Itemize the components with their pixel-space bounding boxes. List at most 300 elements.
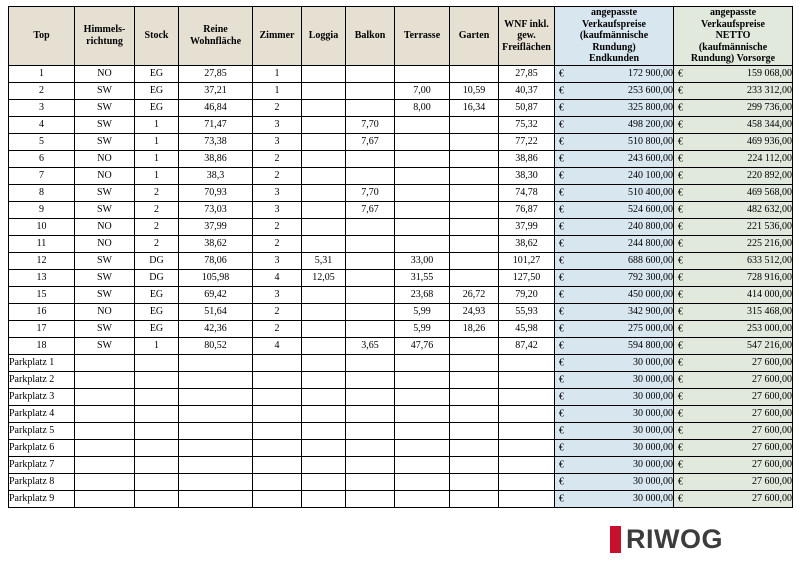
cell-zimmer: 3 [253,286,302,303]
table-row-parkplatz [9,422,793,439]
cell-verkaufspreis-netto [674,371,793,388]
table-row [9,286,793,303]
cell-empty [395,490,450,507]
cell-terrasse [395,201,450,218]
cell-garten [450,133,499,150]
cell-verkaufspreis-netto [674,82,793,99]
column-header-wohnflaeche-line2: Wohnfläche [189,35,242,47]
cell-verkaufspreis-endkunden-value: 450 000,00 [628,289,673,300]
column-header-brutto-line5: Endkunden [588,53,640,64]
cell-balkon: 3,65 [346,337,395,354]
cell-loggia [302,320,346,337]
currency-symbol: € [678,68,683,79]
cell-stock: EG [135,286,179,303]
cell-parkplatz-name: Parkplatz 4 [9,405,75,422]
cell-garten [450,150,499,167]
currency-symbol: € [678,459,683,470]
cell-empty [75,490,135,507]
cell-terrasse [395,116,450,133]
currency-symbol: € [559,68,564,79]
currency-symbol: € [559,272,564,283]
currency-symbol: € [559,136,564,147]
cell-verkaufspreis-netto [674,354,793,371]
cell-verkaufspreis-netto [674,269,793,286]
table-body [9,65,793,507]
table-row-parkplatz [9,490,793,507]
cell-terrasse [395,150,450,167]
cell-verkaufspreis-endkunden-value: 498 200,00 [628,119,673,130]
cell-himmelsrichtung: SW [75,252,135,269]
cell-empty [395,405,450,422]
cell-garten: 24,93 [450,303,499,320]
table-row [9,337,793,354]
cell-verkaufspreis-netto-value: 220 892,00 [747,170,792,181]
cell-empty [135,354,179,371]
cell-verkaufspreis-endkunden [555,354,674,371]
cell-empty [179,388,253,405]
cell-stock: EG [135,82,179,99]
cell-terrasse: 8,00 [395,99,450,116]
logo-bar-icon [610,526,621,553]
cell-stock: EG [135,99,179,116]
cell-verkaufspreis-netto [674,252,793,269]
currency-symbol: € [559,255,564,266]
cell-loggia [302,201,346,218]
cell-loggia [302,303,346,320]
cell-zimmer: 2 [253,167,302,184]
currency-symbol: € [559,187,564,198]
cell-verkaufspreis-endkunden-value: 325 800,00 [628,102,673,113]
cell-wnf: 55,93 [499,303,555,320]
cell-wohnflaeche: 38,86 [179,150,253,167]
cell-empty [75,371,135,388]
table-row [9,167,793,184]
cell-terrasse: 47,76 [395,337,450,354]
cell-empty [253,473,302,490]
cell-wnf: 27,85 [499,65,555,82]
cell-terrasse: 5,99 [395,320,450,337]
cell-empty [499,439,555,456]
cell-wohnflaeche: 73,38 [179,133,253,150]
cell-zimmer: 3 [253,133,302,150]
currency-symbol: € [559,408,564,419]
cell-verkaufspreis-endkunden [555,150,674,167]
column-header-brutto-line1: angepasste [590,7,638,18]
cell-parkplatz-name: Parkplatz 5 [9,422,75,439]
cell-empty [302,473,346,490]
currency-symbol: € [678,306,683,317]
cell-empty [395,456,450,473]
currency-symbol: € [678,255,683,266]
cell-stock: EG [135,303,179,320]
cell-verkaufspreis-endkunden-value: 510 400,00 [628,187,673,198]
price-list-sheet [8,6,792,508]
currency-symbol: € [678,442,683,453]
cell-verkaufspreis-netto-value: 414 000,00 [747,289,792,300]
cell-wnf: 40,37 [499,82,555,99]
cell-zimmer: 2 [253,235,302,252]
cell-zimmer: 1 [253,65,302,82]
column-header-stock-line1: Stock [144,30,169,41]
column-header-wnf-line1: WNF inkl. [504,18,549,30]
cell-empty [346,490,395,507]
cell-wohnflaeche: 37,21 [179,82,253,99]
cell-verkaufspreis-endkunden [555,184,674,201]
cell-verkaufspreis-endkunden [555,133,674,150]
cell-verkaufspreis-netto [674,456,793,473]
cell-balkon [346,99,395,116]
column-header-wnf-line2: gew. [517,30,536,41]
cell-loggia [302,337,346,354]
cell-empty [450,422,499,439]
cell-himmelsrichtung: SW [75,99,135,116]
cell-garten [450,65,499,82]
currency-symbol: € [559,323,564,334]
cell-terrasse: 7,00 [395,82,450,99]
cell-empty [302,490,346,507]
currency-symbol: € [559,289,564,300]
cell-wohnflaeche: 78,06 [179,252,253,269]
cell-zimmer: 4 [253,269,302,286]
column-header-garten [450,7,499,66]
cell-loggia: 5,31 [302,252,346,269]
cell-verkaufspreis-netto-value: 633 512,00 [747,255,792,266]
cell-empty [346,371,395,388]
cell-balkon [346,65,395,82]
currency-symbol: € [678,204,683,215]
currency-symbol: € [678,289,683,300]
cell-empty [499,405,555,422]
column-header-top-line1: Top [33,30,50,41]
cell-balkon [346,252,395,269]
cell-parkplatz-name: Parkplatz 3 [9,388,75,405]
cell-verkaufspreis-netto-value: 221 536,00 [747,221,792,232]
cell-verkaufspreis-netto-value: 728 916,00 [747,272,792,283]
cell-verkaufspreis-endkunden [555,371,674,388]
cell-garten [450,201,499,218]
column-header-garten-line1: Garten [458,30,490,41]
cell-verkaufspreis-endkunden [555,252,674,269]
cell-verkaufspreis-endkunden-value: 30 000,00 [633,425,673,436]
cell-himmelsrichtung: SW [75,184,135,201]
cell-empty [346,422,395,439]
cell-verkaufspreis-endkunden [555,422,674,439]
cell-verkaufspreis-endkunden-value: 243 600,00 [628,153,673,164]
cell-balkon [346,320,395,337]
cell-verkaufspreis-endkunden-value: 275 000,00 [628,323,673,334]
cell-top: 11 [9,235,75,252]
cell-zimmer: 2 [253,320,302,337]
cell-verkaufspreis-netto-value: 27 600,00 [752,459,792,470]
table-row [9,150,793,167]
cell-verkaufspreis-netto [674,116,793,133]
cell-empty [302,439,346,456]
cell-balkon: 7,70 [346,116,395,133]
cell-balkon [346,269,395,286]
table-row [9,116,793,133]
currency-symbol: € [678,85,683,96]
cell-verkaufspreis-endkunden [555,116,674,133]
cell-balkon [346,286,395,303]
cell-verkaufspreis-endkunden-value: 30 000,00 [633,442,673,453]
cell-parkplatz-name: Parkplatz 6 [9,439,75,456]
cell-wnf: 76,87 [499,201,555,218]
cell-loggia [302,99,346,116]
cell-balkon: 7,67 [346,201,395,218]
cell-zimmer: 3 [253,252,302,269]
cell-balkon [346,167,395,184]
cell-top: 5 [9,133,75,150]
table-row-parkplatz [9,354,793,371]
cell-empty [395,388,450,405]
currency-symbol: € [678,136,683,147]
cell-loggia [302,82,346,99]
cell-loggia [302,133,346,150]
cell-verkaufspreis-netto-value: 27 600,00 [752,493,792,504]
cell-top: 17 [9,320,75,337]
cell-verkaufspreis-endkunden [555,490,674,507]
cell-empty [346,354,395,371]
cell-verkaufspreis-netto [674,405,793,422]
cell-verkaufspreis-endkunden [555,456,674,473]
currency-symbol: € [559,204,564,215]
cell-verkaufspreis-netto-value: 547 216,00 [747,340,792,351]
column-header-brutto-line3: (kaufmännische [579,30,649,41]
cell-top: 9 [9,201,75,218]
cell-verkaufspreis-endkunden-value: 524 600,00 [628,204,673,215]
cell-balkon [346,150,395,167]
cell-zimmer: 1 [253,82,302,99]
cell-garten [450,252,499,269]
currency-symbol: € [678,476,683,487]
cell-verkaufspreis-endkunden [555,65,674,82]
currency-symbol: € [559,391,564,402]
cell-empty [450,405,499,422]
currency-symbol: € [559,306,564,317]
cell-verkaufspreis-netto [674,490,793,507]
cell-verkaufspreis-netto-value: 27 600,00 [752,476,792,487]
cell-empty [395,473,450,490]
table-row [9,269,793,286]
cell-verkaufspreis-endkunden [555,167,674,184]
cell-empty [346,439,395,456]
cell-zimmer: 2 [253,99,302,116]
cell-parkplatz-name: Parkplatz 9 [9,490,75,507]
cell-empty [135,439,179,456]
cell-verkaufspreis-endkunden-value: 240 100,00 [628,170,673,181]
cell-wnf: 87,42 [499,337,555,354]
cell-verkaufspreis-netto-value: 469 568,00 [747,187,792,198]
cell-verkaufspreis-endkunden-value: 253 600,00 [628,85,673,96]
currency-symbol: € [559,493,564,504]
cell-verkaufspreis-netto-value: 299 736,00 [747,102,792,113]
cell-empty [499,490,555,507]
cell-verkaufspreis-endkunden-value: 30 000,00 [633,459,673,470]
cell-verkaufspreis-netto [674,201,793,218]
cell-empty [302,456,346,473]
cell-loggia [302,65,346,82]
cell-top: 7 [9,167,75,184]
cell-loggia [302,218,346,235]
cell-verkaufspreis-netto [674,167,793,184]
cell-garten [450,235,499,252]
cell-empty [75,354,135,371]
cell-stock: 1 [135,116,179,133]
cell-top: 6 [9,150,75,167]
cell-top: 4 [9,116,75,133]
currency-symbol: € [678,374,683,385]
cell-empty [75,439,135,456]
cell-empty [450,354,499,371]
cell-parkplatz-name: Parkplatz 8 [9,473,75,490]
cell-garten [450,337,499,354]
cell-verkaufspreis-endkunden-value: 510 800,00 [628,136,673,147]
cell-empty [179,473,253,490]
cell-garten [450,167,499,184]
cell-himmelsrichtung: SW [75,337,135,354]
currency-symbol: € [559,238,564,249]
cell-empty [75,388,135,405]
cell-garten: 10,59 [450,82,499,99]
cell-terrasse [395,184,450,201]
cell-himmelsrichtung: SW [75,133,135,150]
currency-symbol: € [678,425,683,436]
cell-verkaufspreis-endkunden-value: 594 800,00 [628,340,673,351]
cell-garten: 26,72 [450,286,499,303]
cell-loggia [302,167,346,184]
column-header-balkon [346,7,395,66]
cell-empty [135,405,179,422]
cell-verkaufspreis-endkunden [555,388,674,405]
cell-verkaufspreis-endkunden [555,473,674,490]
cell-verkaufspreis-endkunden [555,82,674,99]
cell-verkaufspreis-netto [674,337,793,354]
cell-verkaufspreis-netto-value: 315 468,00 [747,306,792,317]
column-header-stock [135,7,179,66]
cell-himmelsrichtung: SW [75,82,135,99]
cell-verkaufspreis-netto [674,422,793,439]
cell-terrasse [395,133,450,150]
cell-verkaufspreis-netto-value: 233 312,00 [747,85,792,96]
cell-empty [450,456,499,473]
cell-himmelsrichtung: SW [75,286,135,303]
cell-verkaufspreis-netto [674,184,793,201]
cell-verkaufspreis-netto-value: 27 600,00 [752,408,792,419]
table-row-parkplatz [9,388,793,405]
currency-symbol: € [678,408,683,419]
table-row-parkplatz [9,439,793,456]
cell-wohnflaeche: 38,3 [179,167,253,184]
cell-empty [499,456,555,473]
cell-verkaufspreis-netto-value: 159 068,00 [747,68,792,79]
cell-top: 3 [9,99,75,116]
cell-empty [395,422,450,439]
cell-empty [179,439,253,456]
cell-empty [253,388,302,405]
riwog-logo [610,524,723,554]
cell-verkaufspreis-netto [674,218,793,235]
cell-verkaufspreis-netto [674,235,793,252]
cell-loggia [302,150,346,167]
cell-wnf: 38,86 [499,150,555,167]
cell-empty [179,456,253,473]
currency-symbol: € [678,323,683,334]
cell-empty [135,456,179,473]
currency-symbol: € [678,119,683,130]
table-row [9,235,793,252]
cell-wnf: 75,32 [499,116,555,133]
cell-wohnflaeche: 38,62 [179,235,253,252]
column-header-loggia [302,7,346,66]
cell-top: 2 [9,82,75,99]
cell-stock: 2 [135,235,179,252]
cell-garten [450,218,499,235]
table-header-row [9,7,793,66]
cell-balkon [346,218,395,235]
column-header-zimmer-line1: Zimmer [259,30,295,41]
cell-terrasse [395,235,450,252]
cell-himmelsrichtung: SW [75,269,135,286]
cell-stock: 2 [135,201,179,218]
cell-zimmer: 2 [253,218,302,235]
column-header-wnf [499,7,555,66]
cell-stock: 1 [135,337,179,354]
cell-top: 15 [9,286,75,303]
cell-empty [450,371,499,388]
cell-verkaufspreis-netto [674,388,793,405]
cell-stock: EG [135,65,179,82]
cell-stock: 2 [135,218,179,235]
column-header-himmelsrichtung [75,7,135,66]
cell-empty [450,439,499,456]
column-header-netto-line1: angepasste [709,7,757,18]
column-header-wohnflaeche-line1: Reine [203,24,228,36]
currency-symbol: € [559,442,564,453]
currency-symbol: € [559,153,564,164]
cell-verkaufspreis-endkunden [555,405,674,422]
cell-empty [499,388,555,405]
cell-terrasse: 31,55 [395,269,450,286]
column-header-netto-line2: Verkaufspreise [701,18,765,30]
cell-wohnflaeche: 80,52 [179,337,253,354]
cell-verkaufspreis-netto-value: 224 112,00 [747,153,792,164]
cell-top: 8 [9,184,75,201]
cell-empty [253,490,302,507]
cell-wohnflaeche: 71,47 [179,116,253,133]
currency-symbol: € [678,340,683,351]
cell-empty [499,371,555,388]
cell-loggia [302,116,346,133]
cell-empty [135,490,179,507]
cell-verkaufspreis-netto-value: 482 632,00 [747,204,792,215]
cell-empty [179,422,253,439]
cell-empty [346,473,395,490]
column-header-netto-line5: Rundung) Vorsorge [690,53,776,64]
cell-empty [135,371,179,388]
cell-top: 12 [9,252,75,269]
column-header-verkaufspreise-endkunden [555,7,674,66]
cell-stock: 2 [135,184,179,201]
column-header-netto-line4: (kaufmännische [698,41,768,53]
cell-top: 13 [9,269,75,286]
cell-wnf: 50,87 [499,99,555,116]
cell-wohnflaeche: 27,85 [179,65,253,82]
cell-loggia [302,235,346,252]
cell-garten [450,269,499,286]
cell-terrasse [395,167,450,184]
price-table [8,6,793,508]
cell-zimmer: 2 [253,303,302,320]
